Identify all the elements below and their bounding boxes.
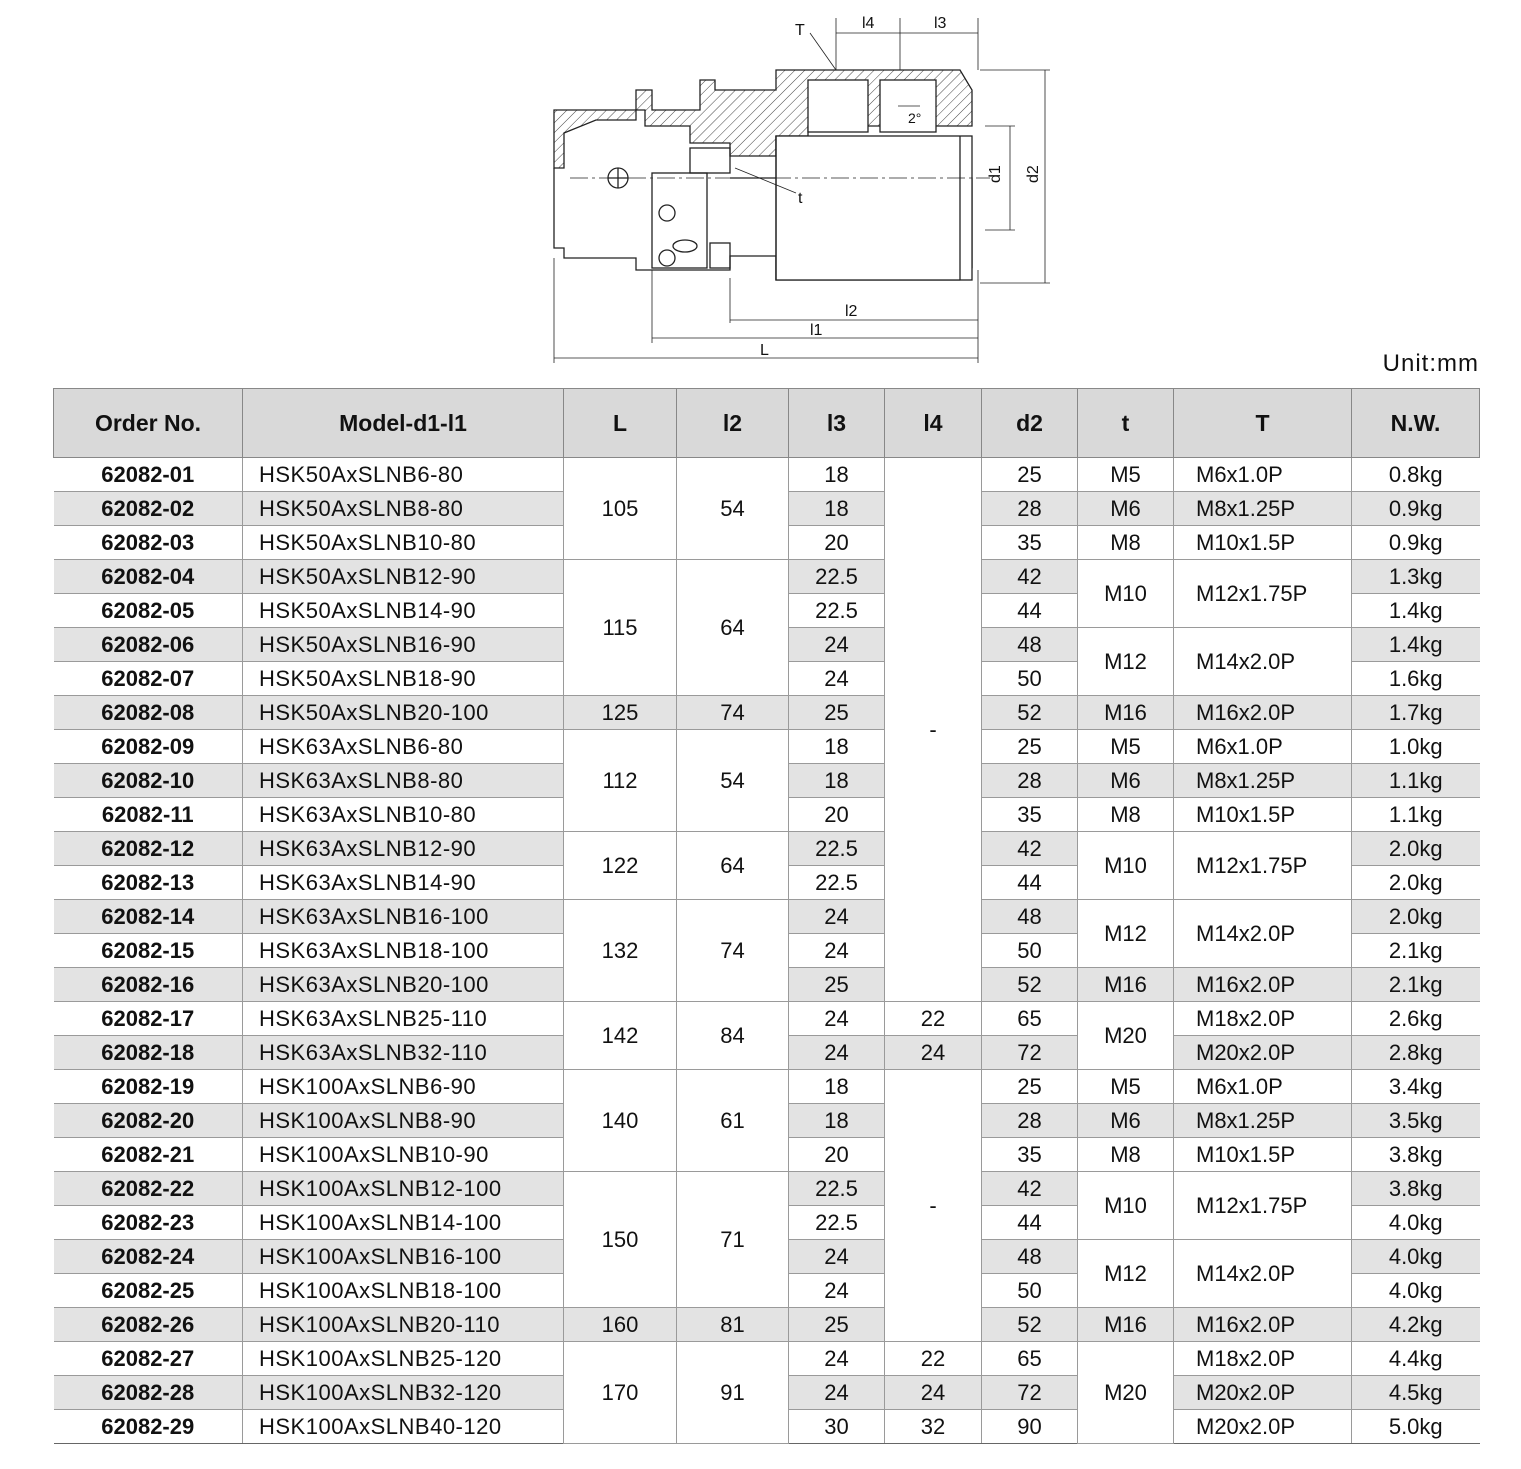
cell-nw: 3.5kg [1352,1104,1480,1138]
cell-l3: 18 [789,458,885,492]
cell-l3: 24 [789,1240,885,1274]
cell-order: 62082-29 [54,1410,243,1444]
cell-l4: 22 [885,1342,982,1376]
header-T: T [1174,389,1352,458]
cell-order: 62082-02 [54,492,243,526]
cell-nw: 1.0kg [1352,730,1480,764]
spec-table [53,388,1480,1444]
cell-model: HSK63AxSLNB12-90 [243,832,564,866]
cell-d2: 52 [982,696,1078,730]
cell-model: HSK100AxSLNB8-90 [243,1104,564,1138]
cell-nw: 2.8kg [1352,1036,1480,1070]
cell-t: M16 [1078,696,1174,730]
cell-t: M14x2.0P [1174,900,1352,968]
header-l4: l4 [885,389,982,458]
cell-model: HSK50AxSLNB20-100 [243,696,564,730]
header-l2: l2 [677,389,789,458]
cell-order: 62082-12 [54,832,243,866]
cell-t: M20 [1078,1342,1174,1444]
cell-l: 122 [564,832,677,900]
cell-t: M12 [1078,628,1174,696]
cell-order: 62082-24 [54,1240,243,1274]
cell-nw: 3.8kg [1352,1172,1480,1206]
cell-l3: 22.5 [789,594,885,628]
cell-t: M6 [1078,492,1174,526]
cell-d2: 48 [982,628,1078,662]
cell-nw: 2.1kg [1352,934,1480,968]
cell-t: M16x2.0P [1174,1308,1352,1342]
cell-d2: 52 [982,968,1078,1002]
cell-l3: 20 [789,1138,885,1172]
cell-l3: 18 [789,1070,885,1104]
cell-order: 62082-08 [54,696,243,730]
cell-d2: 44 [982,1206,1078,1240]
cell-l: 115 [564,560,677,696]
cell-order: 62082-26 [54,1308,243,1342]
header-order: Order No. [54,389,243,458]
unit-label: Unit:mm [1382,350,1479,377]
cell-l2: 54 [677,730,789,832]
cell-l3: 24 [789,900,885,934]
cell-l3: 25 [789,968,885,1002]
cell-nw: 3.4kg [1352,1070,1480,1104]
cell-order: 62082-27 [54,1342,243,1376]
cell-t: M6x1.0P [1174,1070,1352,1104]
cell-order: 62082-19 [54,1070,243,1104]
cell-order: 62082-13 [54,866,243,900]
cell-d2: 44 [982,866,1078,900]
cell-d2: 72 [982,1376,1078,1410]
cell-t: M20x2.0P [1174,1410,1352,1444]
cell-nw: 2.0kg [1352,832,1480,866]
cell-l3: 18 [789,1104,885,1138]
cell-d2: 65 [982,1002,1078,1036]
cell-t: M6 [1078,1104,1174,1138]
cell-nw: 1.4kg [1352,594,1480,628]
table-row [54,1070,1480,1104]
cell-d2: 25 [982,730,1078,764]
label-T: T [795,22,805,39]
cell-l: 160 [564,1308,677,1342]
cell-d2: 65 [982,1342,1078,1376]
cell-model: HSK63AxSLNB8-80 [243,764,564,798]
table-row [54,458,1480,492]
table-row [54,560,1480,594]
cell-t: M10x1.5P [1174,526,1352,560]
label-angle: 2° [908,110,922,126]
cell-d2: 44 [982,594,1078,628]
cell-nw: 2.1kg [1352,968,1480,1002]
label-d1: d1 [987,165,1004,183]
cell-l3: 24 [789,1036,885,1070]
cell-nw: 1.3kg [1352,560,1480,594]
cell-d2: 25 [982,458,1078,492]
cell-l: 142 [564,1002,677,1070]
cell-l3: 25 [789,1308,885,1342]
cell-model: HSK50AxSLNB10-80 [243,526,564,560]
cell-l4: 24 [885,1376,982,1410]
cell-l3: 24 [789,628,885,662]
cell-model: HSK100AxSLNB14-100 [243,1206,564,1240]
cell-l2: 84 [677,1002,789,1070]
cell-order: 62082-03 [54,526,243,560]
cell-t: M8x1.25P [1174,764,1352,798]
cell-t: M16x2.0P [1174,696,1352,730]
cell-t: M16 [1078,1308,1174,1342]
cell-d2: 42 [982,1172,1078,1206]
cell-order: 62082-09 [54,730,243,764]
cell-l3: 18 [789,492,885,526]
cell-order: 62082-15 [54,934,243,968]
cell-l3: 22.5 [789,560,885,594]
label-d2: d2 [1025,165,1042,183]
table-row [54,730,1480,764]
cell-nw: 0.9kg [1352,492,1480,526]
cell-l: 150 [564,1172,677,1308]
header-nw: N.W. [1352,389,1480,458]
cell-model: HSK100AxSLNB12-100 [243,1172,564,1206]
cell-l3: 22.5 [789,1206,885,1240]
label-l2: l2 [845,303,858,320]
cell-t: M12x1.75P [1174,832,1352,900]
cell-l2: 54 [677,458,789,560]
cell-nw: 1.4kg [1352,628,1480,662]
cell-model: HSK100AxSLNB32-120 [243,1376,564,1410]
cell-l3: 20 [789,526,885,560]
cell-model: HSK100AxSLNB25-120 [243,1342,564,1376]
cell-t: M18x2.0P [1174,1002,1352,1036]
table-row [54,1002,1480,1036]
cell-l2: 71 [677,1172,789,1308]
cell-model: HSK50AxSLNB8-80 [243,492,564,526]
cell-l3: 24 [789,1002,885,1036]
cell-order: 62082-25 [54,1274,243,1308]
cell-order: 62082-11 [54,798,243,832]
cell-l2: 61 [677,1070,789,1172]
cell-l2: 64 [677,832,789,900]
cell-model: HSK50AxSLNB14-90 [243,594,564,628]
cell-model: HSK63AxSLNB25-110 [243,1002,564,1036]
cell-model: HSK63AxSLNB32-110 [243,1036,564,1070]
cell-l3: 30 [789,1410,885,1444]
cell-nw: 4.4kg [1352,1342,1480,1376]
cell-model: HSK63AxSLNB6-80 [243,730,564,764]
cell-d2: 35 [982,798,1078,832]
cell-l3: 24 [789,1376,885,1410]
cell-d2: 28 [982,492,1078,526]
header-model: Model-d1-l1 [243,389,564,458]
cell-order: 62082-21 [54,1138,243,1172]
cell-l4: - [885,458,982,1002]
cell-t: M6x1.0P [1174,458,1352,492]
cell-l4: 22 [885,1002,982,1036]
cell-t: M8 [1078,1138,1174,1172]
cell-order: 62082-06 [54,628,243,662]
cell-t: M10x1.5P [1174,1138,1352,1172]
cell-model: HSK100AxSLNB18-100 [243,1274,564,1308]
cell-l3: 18 [789,730,885,764]
cell-nw: 4.2kg [1352,1308,1480,1342]
cell-nw: 1.1kg [1352,798,1480,832]
cell-l: 140 [564,1070,677,1172]
cell-l3: 22.5 [789,866,885,900]
cell-t: M12 [1078,1240,1174,1308]
cell-order: 62082-07 [54,662,243,696]
cell-l2: 91 [677,1342,789,1444]
cell-t: M8 [1078,526,1174,560]
cell-d2: 50 [982,1274,1078,1308]
cell-nw: 3.8kg [1352,1138,1480,1172]
cell-model: HSK63AxSLNB16-100 [243,900,564,934]
cell-model: HSK50AxSLNB16-90 [243,628,564,662]
cell-order: 62082-28 [54,1376,243,1410]
cell-l2: 74 [677,900,789,1002]
cell-nw: 2.0kg [1352,866,1480,900]
cell-l4: - [885,1070,982,1342]
cell-nw: 0.9kg [1352,526,1480,560]
cell-model: HSK63AxSLNB20-100 [243,968,564,1002]
cell-t: M6x1.0P [1174,730,1352,764]
cell-t: M10 [1078,832,1174,900]
header-L: L [564,389,677,458]
cell-d2: 28 [982,764,1078,798]
cell-order: 62082-04 [54,560,243,594]
label-l4: l4 [862,15,875,32]
cell-t: M5 [1078,458,1174,492]
header-t: t [1078,389,1174,458]
cell-l3: 18 [789,764,885,798]
cell-d2: 28 [982,1104,1078,1138]
cell-t: M5 [1078,1070,1174,1104]
cell-t: M10 [1078,1172,1174,1240]
cell-t: M18x2.0P [1174,1342,1352,1376]
cell-model: HSK63AxSLNB14-90 [243,866,564,900]
cell-t: M14x2.0P [1174,1240,1352,1308]
cell-d2: 48 [982,1240,1078,1274]
cell-d2: 72 [982,1036,1078,1070]
cell-d2: 35 [982,1138,1078,1172]
cell-t: M12 [1078,900,1174,968]
label-t: t [798,190,803,207]
cell-l4: 24 [885,1036,982,1070]
cell-t: M8 [1078,798,1174,832]
cell-nw: 5.0kg [1352,1410,1480,1444]
cell-l3: 22.5 [789,832,885,866]
table-row [54,1172,1480,1206]
cell-model: HSK100AxSLNB16-100 [243,1240,564,1274]
table-row [54,696,1480,730]
header-row [54,389,1480,458]
cell-l: 132 [564,900,677,1002]
cell-order: 62082-18 [54,1036,243,1070]
cell-nw: 4.0kg [1352,1240,1480,1274]
cell-nw: 1.7kg [1352,696,1480,730]
cell-d2: 50 [982,662,1078,696]
cell-order: 62082-05 [54,594,243,628]
cell-model: HSK100AxSLNB20-110 [243,1308,564,1342]
cell-order: 62082-23 [54,1206,243,1240]
cell-d2: 35 [982,526,1078,560]
cell-l3: 25 [789,696,885,730]
cell-model: HSK50AxSLNB6-80 [243,458,564,492]
cell-t: M16 [1078,968,1174,1002]
label-L: L [760,342,769,359]
cell-l: 105 [564,458,677,560]
cell-order: 62082-22 [54,1172,243,1206]
cell-l2: 74 [677,696,789,730]
cell-nw: 4.5kg [1352,1376,1480,1410]
cell-model: HSK100AxSLNB40-120 [243,1410,564,1444]
cell-nw: 4.0kg [1352,1274,1480,1308]
label-l1: l1 [810,322,823,339]
cell-order: 62082-16 [54,968,243,1002]
cell-nw: 0.8kg [1352,458,1480,492]
cell-t: M5 [1078,730,1174,764]
tool-holder-drawing [540,8,1060,368]
cell-l2: 64 [677,560,789,696]
cell-d2: 48 [982,900,1078,934]
cell-nw: 1.6kg [1352,662,1480,696]
cell-t: M14x2.0P [1174,628,1352,696]
cell-t: M10 [1078,560,1174,628]
cell-order: 62082-17 [54,1002,243,1036]
spec-table-body [54,458,1480,1444]
cell-model: HSK50AxSLNB12-90 [243,560,564,594]
cell-l3: 20 [789,798,885,832]
cell-t: M20x2.0P [1174,1376,1352,1410]
cell-l3: 24 [789,1274,885,1308]
cell-t: M10x1.5P [1174,798,1352,832]
cell-t: M16x2.0P [1174,968,1352,1002]
cell-t: M12x1.75P [1174,1172,1352,1240]
cell-model: HSK100AxSLNB6-90 [243,1070,564,1104]
cell-t: M8x1.25P [1174,1104,1352,1138]
cell-nw: 1.1kg [1352,764,1480,798]
table-row [54,900,1480,934]
cell-order: 62082-20 [54,1104,243,1138]
cell-nw: 2.6kg [1352,1002,1480,1036]
cell-order: 62082-01 [54,458,243,492]
cell-order: 62082-14 [54,900,243,934]
cell-nw: 2.0kg [1352,900,1480,934]
cell-model: HSK63AxSLNB18-100 [243,934,564,968]
cell-d2: 90 [982,1410,1078,1444]
header-d2: d2 [982,389,1078,458]
cell-model: HSK100AxSLNB10-90 [243,1138,564,1172]
cell-d2: 50 [982,934,1078,968]
cell-model: HSK50AxSLNB18-90 [243,662,564,696]
cell-l2: 81 [677,1308,789,1342]
table-row [54,1342,1480,1376]
cell-t: M20 [1078,1002,1174,1070]
cell-order: 62082-10 [54,764,243,798]
cell-l: 112 [564,730,677,832]
cell-d2: 42 [982,560,1078,594]
table-row [54,832,1480,866]
cell-d2: 25 [982,1070,1078,1104]
table-row [54,1308,1480,1342]
cell-d2: 52 [982,1308,1078,1342]
cell-t: M8x1.25P [1174,492,1352,526]
cell-l: 170 [564,1342,677,1444]
label-l3: l3 [934,15,947,32]
cell-d2: 42 [982,832,1078,866]
cell-t: M12x1.75P [1174,560,1352,628]
cell-t: M6 [1078,764,1174,798]
cell-l: 125 [564,696,677,730]
header-l3: l3 [789,389,885,458]
cell-l3: 24 [789,662,885,696]
cell-l3: 24 [789,1342,885,1376]
cell-nw: 4.0kg [1352,1206,1480,1240]
cell-l3: 24 [789,934,885,968]
cell-l4: 32 [885,1410,982,1444]
cell-t: M20x2.0P [1174,1036,1352,1070]
cell-model: HSK63AxSLNB10-80 [243,798,564,832]
cell-l3: 22.5 [789,1172,885,1206]
